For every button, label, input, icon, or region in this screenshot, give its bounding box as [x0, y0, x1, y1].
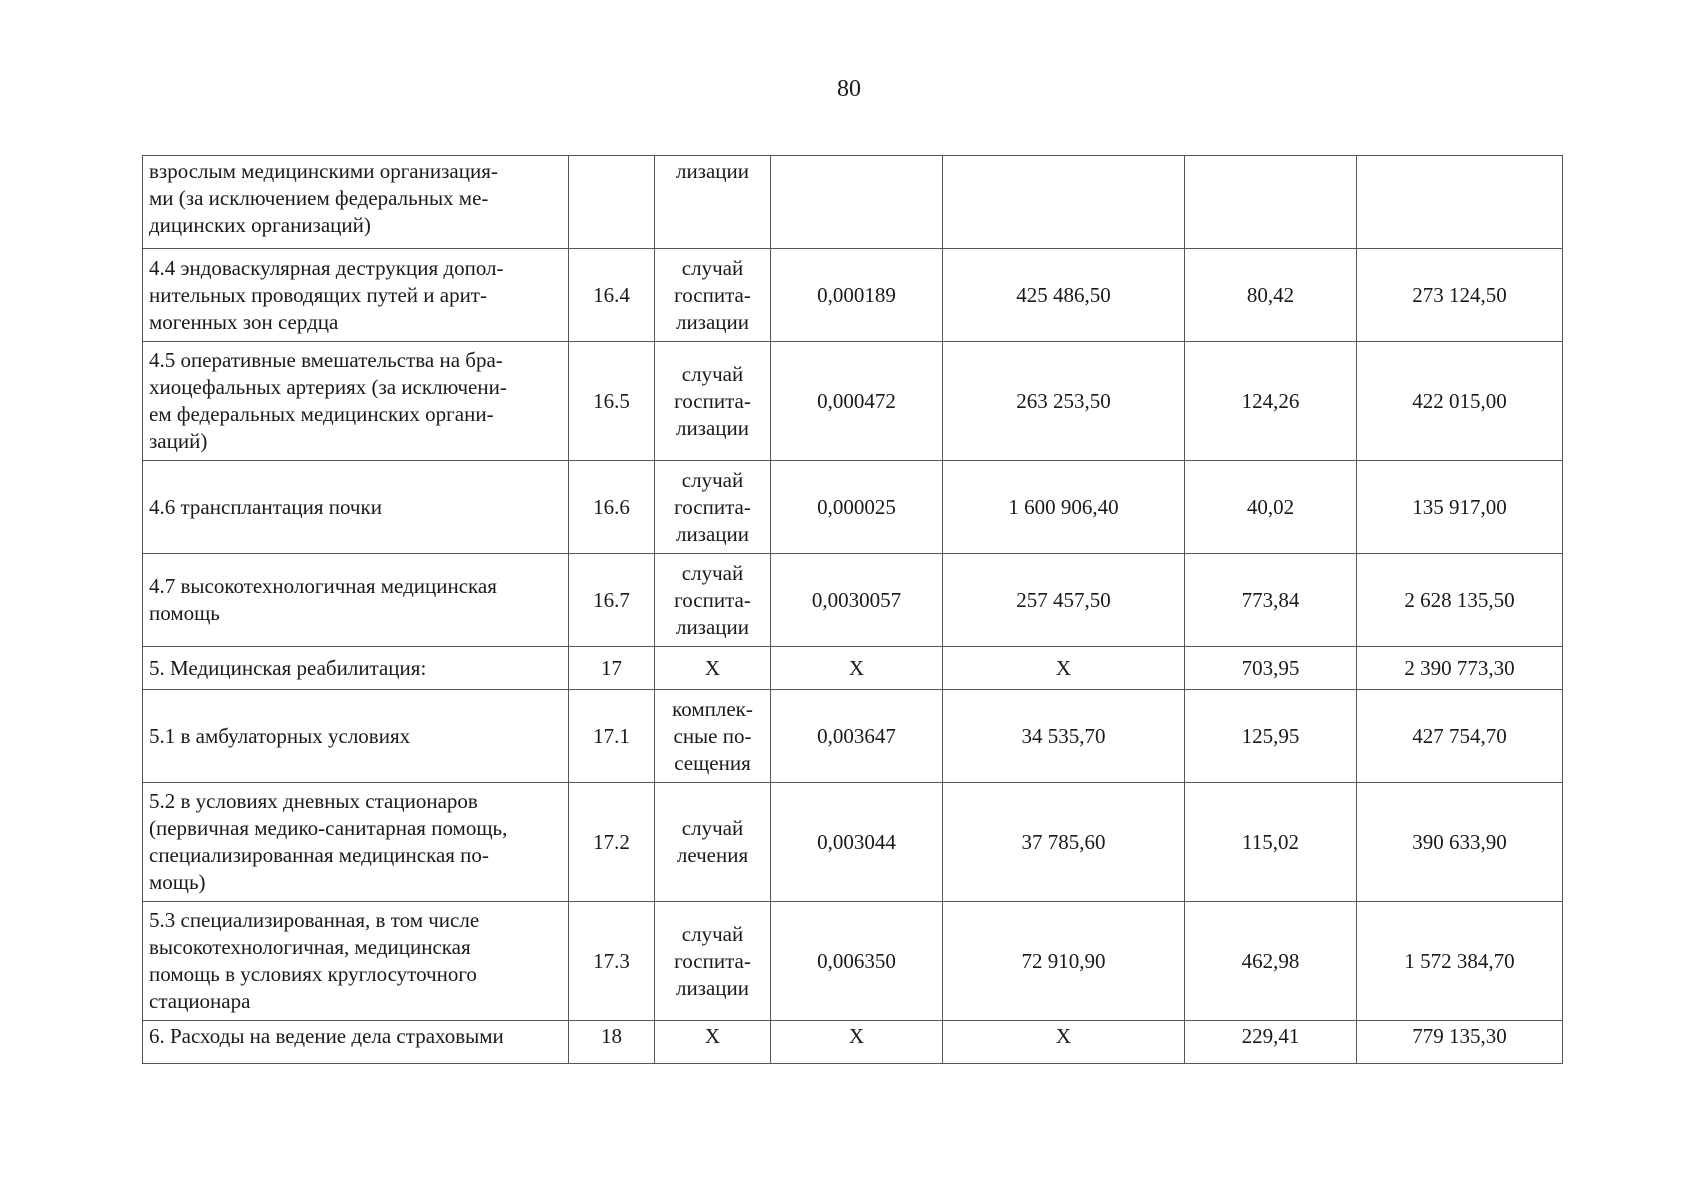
row-norm-cell: 0,000189: [771, 249, 943, 342]
row-name-line: дицинских организаций): [149, 213, 371, 237]
row-cost-cell: [943, 156, 1185, 249]
row-unit-line: случай: [681, 921, 744, 946]
row-unit-line: лизации: [675, 159, 750, 183]
row-unit-cell: [655, 690, 771, 783]
table-row: [143, 690, 1563, 783]
row-unit-line: лизации: [675, 614, 750, 639]
row-unit-line: сные по-: [673, 723, 752, 748]
row-name-line: специализированная медицинская по-: [149, 843, 489, 867]
table-row: [143, 647, 1563, 690]
row-unit-line: госпита-: [674, 282, 751, 307]
table-row: [143, 156, 1563, 249]
row-name-line: заций): [149, 429, 208, 453]
row-norm-cell: 0,003647: [771, 690, 943, 783]
row-unit-line: случай: [681, 255, 744, 280]
row-name-cell: [143, 342, 569, 461]
row-unit-cell: [655, 342, 771, 461]
row-name-line: высокотехнологичная, медицинская: [149, 935, 471, 959]
row-unit-line: случай: [681, 467, 744, 492]
row-name-line: ми (за исключением федеральных ме-: [149, 186, 489, 210]
row-unit-line: случай: [681, 816, 744, 840]
row-total-cell: 135 917,00: [1357, 461, 1563, 554]
row-per-capita-cell: 40,02: [1185, 461, 1357, 554]
row-cost-cell: 257 457,50: [943, 554, 1185, 647]
row-per-capita-cell: 462,98: [1185, 902, 1357, 1021]
row-unit-line: лизации: [675, 975, 750, 1000]
row-name-line: стационара: [149, 989, 251, 1013]
row-total-cell: 422 015,00: [1357, 342, 1563, 461]
row-total-cell: 2 390 773,30: [1357, 647, 1563, 690]
row-norm-cell: X: [771, 1021, 943, 1064]
row-unit-line: госпита-: [674, 388, 751, 413]
table-row: [143, 249, 1563, 342]
row-name-cell: [143, 647, 569, 690]
row-code-cell: 17.1: [569, 690, 655, 783]
row-cost-cell: 72 910,90: [943, 902, 1185, 1021]
row-unit-cell: [655, 554, 771, 647]
row-name-line: 5.1 в амбулаторных условиях: [149, 723, 411, 748]
row-unit-line: лечения: [676, 843, 749, 867]
table-row: [143, 461, 1563, 554]
row-code-cell: [569, 156, 655, 249]
row-name-line: 4.7 высокотехнологичная медицинская: [149, 574, 497, 598]
row-name-cell: [143, 690, 569, 783]
table-row: [143, 342, 1563, 461]
row-per-capita-cell: 124,26: [1185, 342, 1357, 461]
row-per-capita-cell: 703,95: [1185, 647, 1357, 690]
row-norm-cell: X: [771, 647, 943, 690]
row-name-line: 4.6 трансплантация почки: [149, 494, 382, 519]
table-body: [143, 156, 1563, 1064]
row-cost-cell: 425 486,50: [943, 249, 1185, 342]
row-total-cell: 779 135,30: [1357, 1021, 1563, 1064]
row-code-cell: 16.4: [569, 249, 655, 342]
row-norm-cell: 0,006350: [771, 902, 943, 1021]
row-name-line: хиоцефальных артериях (за исключени-: [149, 375, 507, 399]
row-name-cell: [143, 156, 569, 249]
row-code-cell: 16.6: [569, 461, 655, 554]
row-unit-line: лизации: [675, 309, 750, 334]
row-total-cell: 2 628 135,50: [1357, 554, 1563, 647]
table-row: [143, 554, 1563, 647]
row-name-cell: [143, 461, 569, 554]
row-total-cell: [1357, 156, 1563, 249]
row-total-cell: 273 124,50: [1357, 249, 1563, 342]
row-total-cell: 1 572 384,70: [1357, 902, 1563, 1021]
row-unit-line: X: [704, 1024, 721, 1048]
row-norm-cell: [771, 156, 943, 249]
row-unit-line: госпита-: [674, 494, 751, 519]
table-row: [143, 783, 1563, 902]
row-name-cell: [143, 902, 569, 1021]
row-norm-cell: 0,0030057: [771, 554, 943, 647]
row-norm-cell: 0,003044: [771, 783, 943, 902]
row-unit-line: X: [704, 655, 721, 680]
row-per-capita-cell: 125,95: [1185, 690, 1357, 783]
row-unit-cell: [655, 461, 771, 554]
row-unit-line: лизации: [675, 415, 750, 440]
row-name-line: 5.3 специализированная, в том числе: [149, 908, 480, 932]
row-name-cell: [143, 783, 569, 902]
row-per-capita-cell: 773,84: [1185, 554, 1357, 647]
row-unit-cell: [655, 156, 771, 249]
row-name-line: могенных зон сердца: [149, 309, 339, 334]
page-number: 80: [837, 76, 861, 102]
row-cost-cell: X: [943, 647, 1185, 690]
row-code-cell: 16.7: [569, 554, 655, 647]
row-per-capita-cell: 80,42: [1185, 249, 1357, 342]
row-unit-line: госпита-: [674, 948, 751, 973]
row-name-line: мощь): [149, 870, 206, 894]
row-cost-cell: X: [943, 1021, 1185, 1064]
row-norm-cell: 0,000472: [771, 342, 943, 461]
row-name-cell: [143, 554, 569, 647]
row-name-line: 6. Расходы на ведение дела страховыми: [149, 1024, 504, 1048]
row-unit-line: лизации: [675, 521, 750, 546]
row-unit-cell: [655, 783, 771, 902]
row-name-line: ем федеральных медицинских органи-: [149, 402, 494, 426]
row-unit-cell: [655, 249, 771, 342]
row-per-capita-cell: 229,41: [1185, 1021, 1357, 1064]
table-row: [143, 902, 1563, 1021]
row-cost-cell: 37 785,60: [943, 783, 1185, 902]
row-code-cell: 17: [569, 647, 655, 690]
row-unit-line: сещения: [674, 750, 751, 775]
financing-table: [142, 155, 1563, 1064]
row-unit-cell: [655, 647, 771, 690]
row-cost-cell: 263 253,50: [943, 342, 1185, 461]
row-per-capita-cell: [1185, 156, 1357, 249]
row-name-line: помощь: [149, 601, 220, 625]
row-code-cell: 18: [569, 1021, 655, 1064]
row-cost-cell: 1 600 906,40: [943, 461, 1185, 554]
row-name-line: 5.2 в условиях дневных стационаров: [149, 789, 478, 813]
table-row: [143, 1021, 1563, 1064]
row-code-cell: 17.3: [569, 902, 655, 1021]
row-unit-line: госпита-: [674, 587, 751, 612]
row-total-cell: 390 633,90: [1357, 783, 1563, 902]
row-name-line: нительных проводящих путей и арит-: [149, 282, 487, 307]
row-norm-cell: 0,000025: [771, 461, 943, 554]
row-unit-line: комплек-: [672, 696, 753, 721]
row-code-cell: 17.2: [569, 783, 655, 902]
row-name-line: (первичная медико-санитарная помощь,: [149, 816, 508, 840]
row-total-cell: 427 754,70: [1357, 690, 1563, 783]
row-name-cell: [143, 249, 569, 342]
row-name-line: 5. Медицинская реабилитация:: [149, 655, 427, 680]
row-unit-line: случай: [681, 361, 744, 386]
row-unit-cell: [655, 1021, 771, 1064]
row-per-capita-cell: 115,02: [1185, 783, 1357, 902]
row-name-cell: [143, 1021, 569, 1064]
row-name-line: взрослым медицинскими организация-: [149, 159, 498, 183]
row-name-line: помощь в условиях круглосуточного: [149, 962, 477, 986]
row-code-cell: 16.5: [569, 342, 655, 461]
row-name-line: 4.5 оперативные вмешательства на бра-: [149, 348, 503, 372]
row-name-line: 4.4 эндоваскулярная деструкция допол-: [149, 255, 504, 280]
row-unit-line: случай: [681, 560, 744, 585]
row-unit-cell: [655, 902, 771, 1021]
row-cost-cell: 34 535,70: [943, 690, 1185, 783]
